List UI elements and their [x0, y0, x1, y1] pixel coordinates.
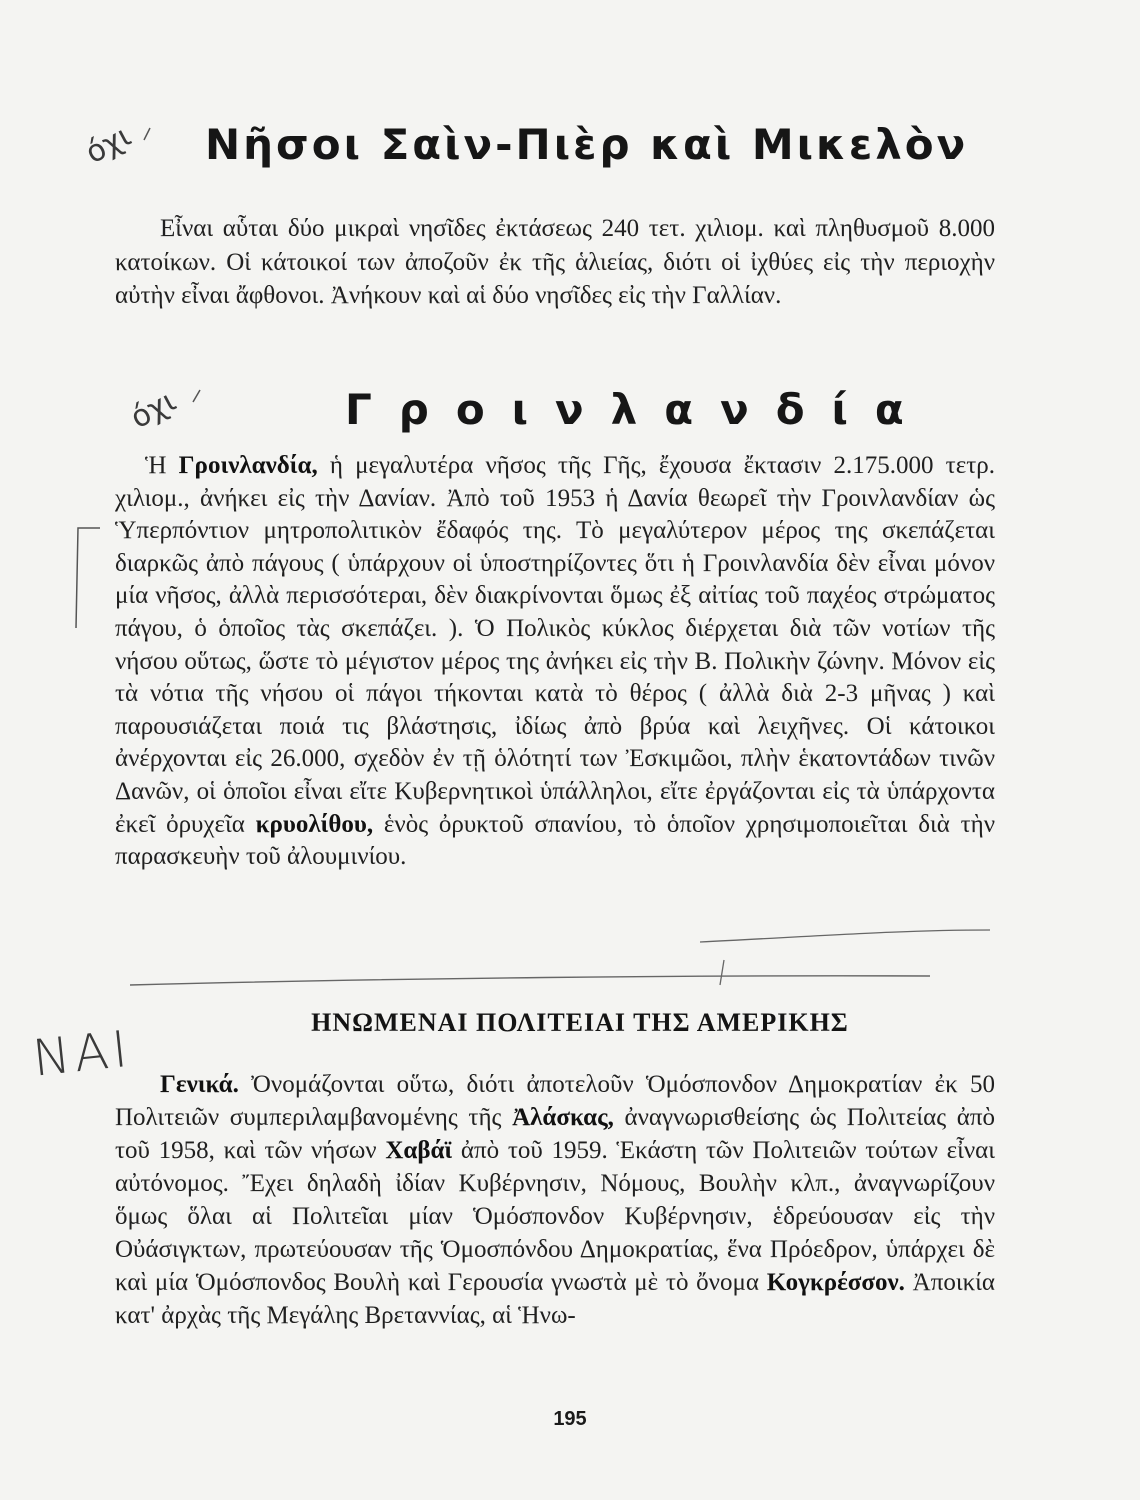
usa-bold-congress: Κογκρέσσον. [766, 1269, 905, 1296]
greenland-text-end: ἑνὸς ὀρυκτοῦ σπανίου, τὸ ὁποῖον χρησιμοποιεῖται διὰ τὴν παρασκευὴν τοῦ ἀλουμινίου. [115, 810, 995, 871]
pencil-stroke-top [144, 128, 150, 140]
section-title-st-pierre-miquelon: Νῆσοι Σαὶν-Πιὲρ καὶ Μικελὸν [205, 120, 969, 169]
usa-bold-hawaii: Χαβάϊ [385, 1137, 453, 1164]
greenland-text: ἡ μεγαλυτέρα νῆσος τῆς Γῆς, ἔχουσα ἔκτασιν 2.175.000 τετρ. χιλιομ., ἀνήκει εἰς τὴν Δανίαν. Ἀπὸ τοῦ 1953 ἡ Δανία θεωρεῖ τὴν Γροινλανδίαν ὡς Ὑπερπόντιον μητροπολιτικὸν ἔδαφός της. Τὸ μεγαλύτερον μέρος της σκεπάζεται διαρκῶς ἀπὸ πάγους ( ὑπάρχουν οἱ ὑποστηρίζοντες ὅτι ἡ Γροινλανδία δὲν εἶναι μόνον μία νῆσος, ἀλλὰ περισσότεραι, δὲν διακρίνονται ὅμως ἐξ αἰτίας τοῦ παχέος στρώματος πάγου, ὁ ὁποῖος τὰς σκεπάζει. ). Ὁ Πολικὸς κύκλος διέρχεται διὰ τῶν νοτίων τῆς νήσου οὕτως, ὥστε τὸ μέγιστον μέρος της ἀνήκει εἰς τὴν Β. Πολικὴν ζώνην. Μόνον εἰς τὰ νότια τῆς νήσου οἱ πάγοι τήκονται κατὰ τὸ θέρος ( ἀλλὰ διὰ 2-3 μῆνας ) καὶ παρουσιάζεται ποιά τις βλάστησις, ἰδίως ἀπὸ βρύα καὶ λειχῆνες. Οἱ κάτοικοι ἀνέρχονται εἰς 26.000, σχεδὸν ἐν τῇ ὁλότητί των Ἐσκιμῶοι, πλὴν ἑκατοντάδων τινῶν Δανῶν, οἱ ὁποῖοι εἶναι εἴτε Κυβερνητικοὶ ὑπάλληλοι, εἴτε ἐργάζονται εἰς τὰ ὑπάρχοντα ἐκεῖ ὀρυχεῖα [115, 452, 995, 838]
pencil-tick [720, 960, 724, 985]
paragraph-usa-general [115, 1068, 995, 1332]
handwritten-note-no-2: όχι [125, 383, 182, 436]
page-number: 195 [553, 1408, 587, 1430]
pencil-stroke-mid [193, 390, 200, 402]
paragraph-st-pierre-miquelon: Εἶναι αὗται δύο μικραὶ νησῖδες ἐκτάσεως 240 τετ. χιλιομ. καὶ πληθυσμοῦ 8.000 κατοίκων. Οἱ κάτοικοί των ἀποζοῦν ἐκ τῆς ἁλιείας, διότι οἱ ἰχθύες εἰς τὴν περιοχὴν αὐτὴν εἶναι ἄφθονοι. Ἀνήκουν καὶ αἱ δύο νησῖδες εἰς τὴν Γαλλίαν. [115, 215, 995, 309]
pencil-underline-main [130, 976, 930, 985]
pencil-underline-short [700, 930, 990, 942]
usa-text-1: Ὀνομάζονται οὕτω, διότι ἀποτελοῦν Ὁμόσπονδον Δημοκρατίαν ἐκ 50 Πολιτειῶν συμπεριλαμβανομένης τῆς [115, 1071, 995, 1131]
pencil-bracket-left [76, 528, 100, 628]
paragraph-greenland [115, 450, 995, 874]
handwritten-note-yes: ΝΑΙ [30, 1019, 134, 1088]
usa-text-4: Ἀποικία κατ' ἀρχὰς τῆς Μεγάλης Βρεταννίας, αἱ Ἡνω- [115, 1269, 995, 1329]
greenland-bold-mineral: κρυολίθου, [255, 810, 374, 838]
handwritten-note-no-1: όχι [80, 118, 137, 171]
greenland-intro: Ἡ [145, 452, 179, 479]
usa-bold-alaska: Ἀλάσκας, [512, 1104, 614, 1131]
usa-lead: Γενικά. [160, 1071, 239, 1098]
usa-text-3: ἀπὸ τοῦ 1959. Ἑκάστη τῶν Πολιτειῶν τούτων εἶναι αὐτόνομος. Ἔχει δηλαδὴ ἰδίαν Κυβέρνησιν, Νόμους, Βουλὴν κλπ., ἀναγνωρίζουν ὅμως ὅλαι αἱ Πολιτεῖαι μίαν Ὁμόσπονδον Κυβέρνησιν, ἑδρεύουσαν εἰς τὴν Οὐάσιγκτων, πρωτεύουσαν τῆς Ὁμοσπόνδου Δημοκρατίας, ἕνα Πρόεδρον, ὑπάρχει δὲ καὶ μία Ὁμόσπονδος Βουλὴ καὶ Γερουσία γνωστὰ μὲ τὸ ὄνομα [115, 1137, 995, 1296]
usa-text-2: ἀναγνωρισθείσης ὡς Πολιτείας ἀπὸ τοῦ 1958, καὶ τῶν νήσων [115, 1104, 996, 1164]
section-title-greenland: Γροινλανδία [345, 385, 931, 434]
section-heading-usa: ΗΝΩΜΕΝΑΙ ΠΟΛΙΤΕΙΑΙ ΤΗΣ ΑΜΕΡΙΚΗΣ [311, 1008, 849, 1037]
greenland-bold-name: Γροινλανδία, [178, 452, 318, 479]
